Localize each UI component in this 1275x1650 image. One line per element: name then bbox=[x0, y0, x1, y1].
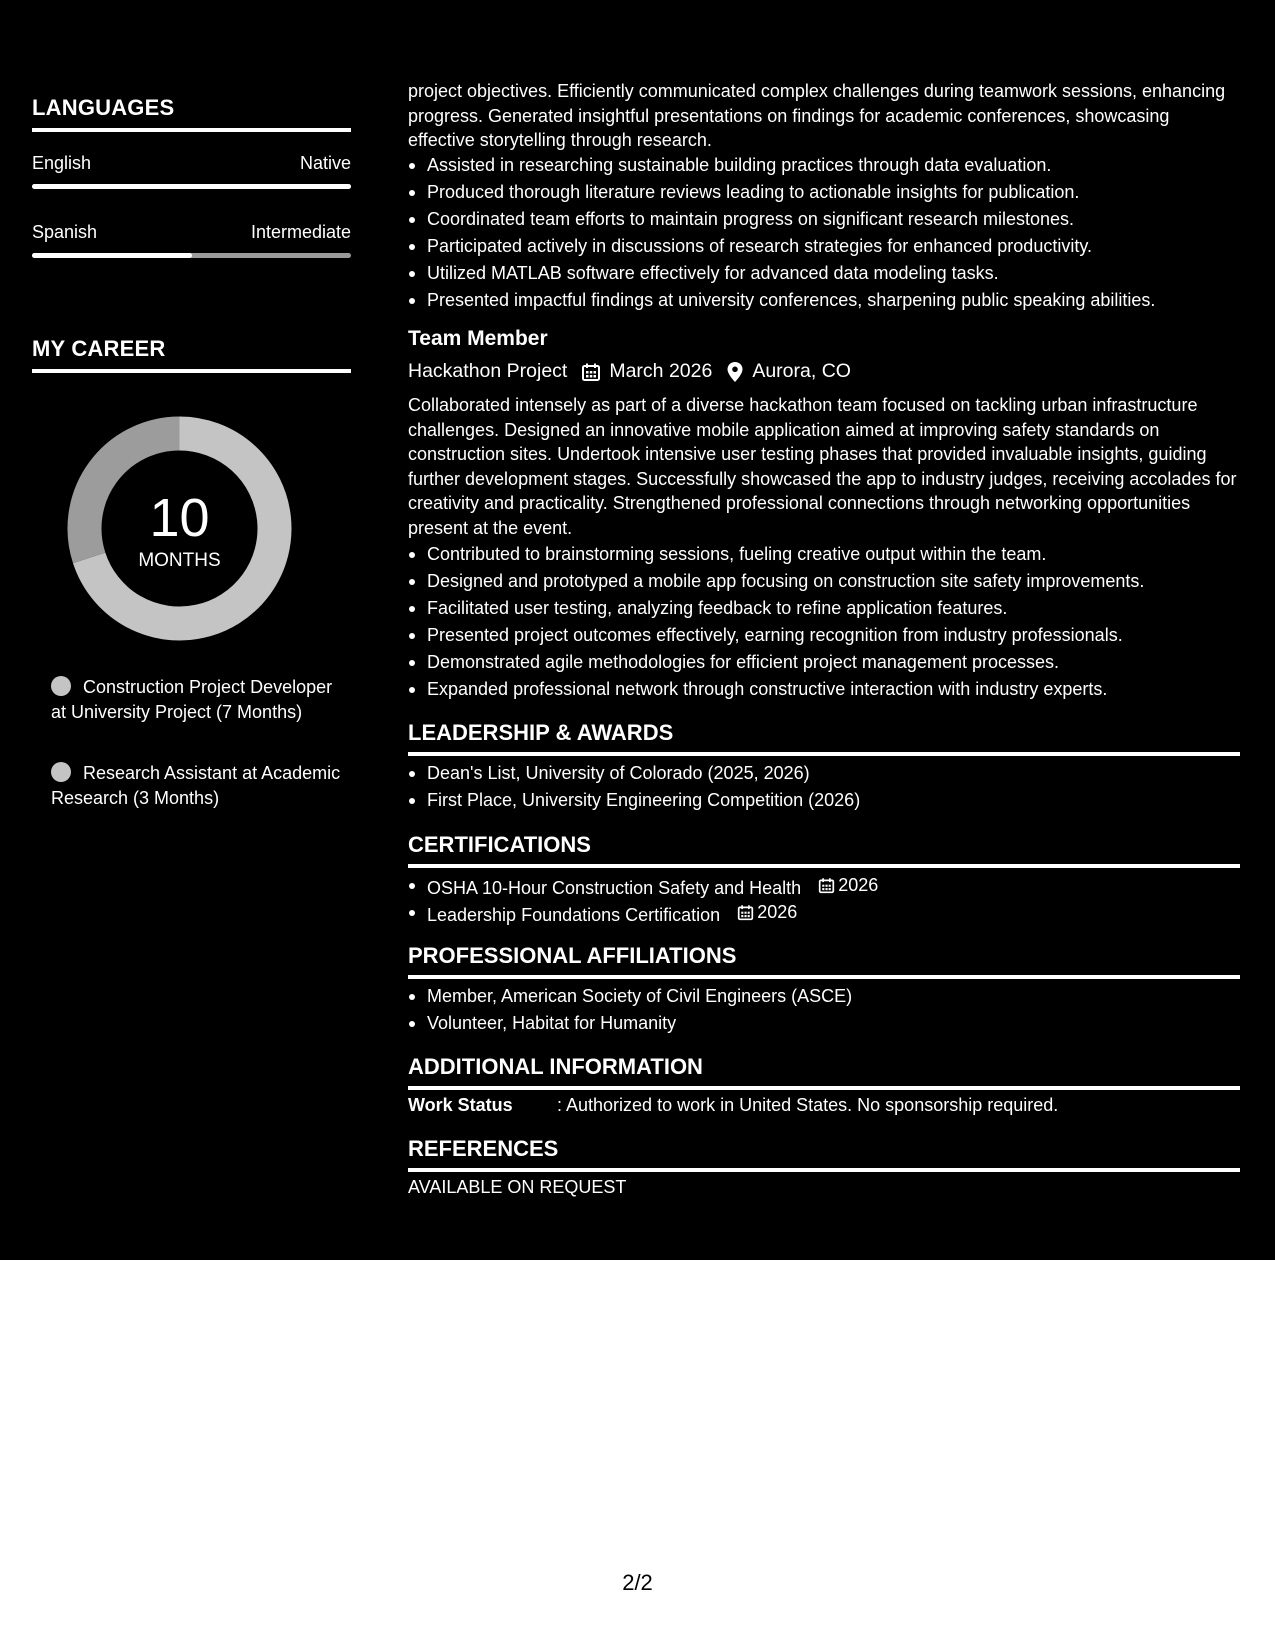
list-item: Expanded professional network through constructive interaction with industry experts. bbox=[408, 676, 1240, 703]
certification-year bbox=[818, 872, 878, 899]
job-location: Aurora, CO bbox=[752, 360, 851, 382]
certification-year-text: 2026 bbox=[838, 875, 879, 895]
job-meta bbox=[408, 360, 851, 383]
research-description: project objectives. Efficiently communicated complex challenges during teamwork sessions, enhancing progress. Generated insightful presentations on findings for academic conferences, showcasing effective storytelling through research. bbox=[408, 81, 1226, 150]
list-item: Assisted in researching sustainable building practices through data evaluation. bbox=[408, 152, 1240, 179]
list-item: Demonstrated agile methodologies for efficient project management processes. bbox=[408, 649, 1240, 676]
legend-dot-icon bbox=[51, 762, 71, 782]
language-row-spanish bbox=[32, 222, 351, 243]
language-name: English bbox=[32, 153, 92, 173]
calendar-icon bbox=[818, 877, 835, 894]
calendar-icon bbox=[581, 362, 601, 382]
references-text: AVAILABLE ON REQUEST bbox=[408, 1177, 627, 1197]
languages-heading: LANGUAGES bbox=[32, 95, 351, 132]
location-pin-icon bbox=[726, 361, 744, 383]
language-proficiency-fill bbox=[32, 184, 351, 189]
hackathon-bullets bbox=[408, 541, 1240, 703]
language-proficiency-bar bbox=[32, 184, 351, 189]
leadership-heading: LEADERSHIP & AWARDS bbox=[408, 720, 1240, 756]
list-item: Coordinated team efforts to maintain progress on significant research milestones. bbox=[408, 206, 1240, 233]
language-row-english bbox=[32, 153, 351, 174]
career-legend-item bbox=[51, 761, 341, 810]
list-item: Dean's List, University of Colorado (2025, 2026) bbox=[408, 760, 1240, 787]
career-heading: MY CAREER bbox=[32, 336, 351, 373]
list-item: First Place, University Engineering Competition (2026) bbox=[408, 787, 1240, 814]
certifications-heading: CERTIFICATIONS bbox=[408, 832, 1240, 868]
legend-dot-icon bbox=[51, 676, 71, 696]
certification-name: Leadership Foundations Certification bbox=[427, 905, 721, 925]
work-status-label: Work Status bbox=[408, 1095, 513, 1115]
language-name: Spanish bbox=[32, 222, 98, 242]
language-proficiency-fill bbox=[32, 253, 192, 258]
list-item: Presented impactful findings at university conferences, sharpening public speaking abilities. bbox=[408, 287, 1240, 314]
career-legend-label: Construction Project Developer at University Project (7 Months) bbox=[51, 677, 333, 722]
calendar-icon bbox=[737, 904, 754, 921]
career-legend-item bbox=[51, 675, 341, 724]
career-legend-label: Research Assistant at Academic Research (3 Months) bbox=[51, 763, 341, 808]
affiliations-heading: PROFESSIONAL AFFILIATIONS bbox=[408, 943, 1240, 979]
list-item bbox=[408, 899, 1240, 926]
list-item bbox=[408, 872, 1240, 899]
list-item: Facilitated user testing, analyzing feedback to refine application features. bbox=[408, 595, 1240, 622]
language-level: Native bbox=[299, 153, 351, 173]
certification-year-text: 2026 bbox=[757, 902, 798, 922]
list-item: Member, American Society of Civil Engineers (ASCE) bbox=[408, 983, 1240, 1010]
references-heading: REFERENCES bbox=[408, 1136, 1240, 1172]
list-item: Volunteer, Habitat for Humanity bbox=[408, 1010, 1240, 1037]
list-item: Participated actively in discussions of research strategies for enhanced productivity. bbox=[408, 233, 1240, 260]
job-organization: Hackathon Project bbox=[408, 360, 568, 382]
list-item: Produced thorough literature reviews leading to actionable insights for publication. bbox=[408, 179, 1240, 206]
list-item: Utilized MATLAB software effectively for advanced data modeling tasks. bbox=[408, 260, 1240, 287]
job-date: March 2026 bbox=[609, 360, 713, 382]
list-item: Contributed to brainstorming sessions, fueling creative output within the team. bbox=[408, 541, 1240, 568]
career-total-unit: MONTHS bbox=[138, 550, 221, 571]
additional-info-heading: ADDITIONAL INFORMATION bbox=[408, 1054, 1240, 1090]
language-proficiency-bar bbox=[32, 253, 351, 258]
affiliations-list bbox=[408, 983, 1240, 1037]
career-total-months: 10 bbox=[149, 488, 210, 548]
research-bullets bbox=[408, 152, 1240, 314]
hackathon-description: Collaborated intensely as part of a diverse hackathon team focused on tackling urban infrastructure challenges. Designed an innovative mobile application aimed at improving safety standards on construction sites. Undertook intensive user testing phases that provided invaluable insights, guiding further development stages. Successfully showcased the app to industry judges, receiving accolades for creativity and practicality. Strengthened professional connections through networking opportunities present at the event. bbox=[408, 395, 1237, 538]
certification-year bbox=[737, 899, 797, 926]
list-item: Designed and prototyped a mobile app focusing on construction site safety improvements. bbox=[408, 568, 1240, 595]
page-number: 2/2 bbox=[622, 1570, 653, 1595]
work-status-row bbox=[408, 1095, 1058, 1116]
language-level: Intermediate bbox=[250, 222, 351, 242]
certification-name: OSHA 10-Hour Construction Safety and Health bbox=[427, 878, 802, 898]
job-title: Team Member bbox=[408, 327, 548, 350]
list-item: Presented project outcomes effectively, earning recognition from industry professionals. bbox=[408, 622, 1240, 649]
certifications-list bbox=[408, 872, 1240, 926]
leadership-list bbox=[408, 760, 1240, 814]
work-status-value: : Authorized to work in United States. No sponsorship required. bbox=[557, 1095, 1059, 1115]
